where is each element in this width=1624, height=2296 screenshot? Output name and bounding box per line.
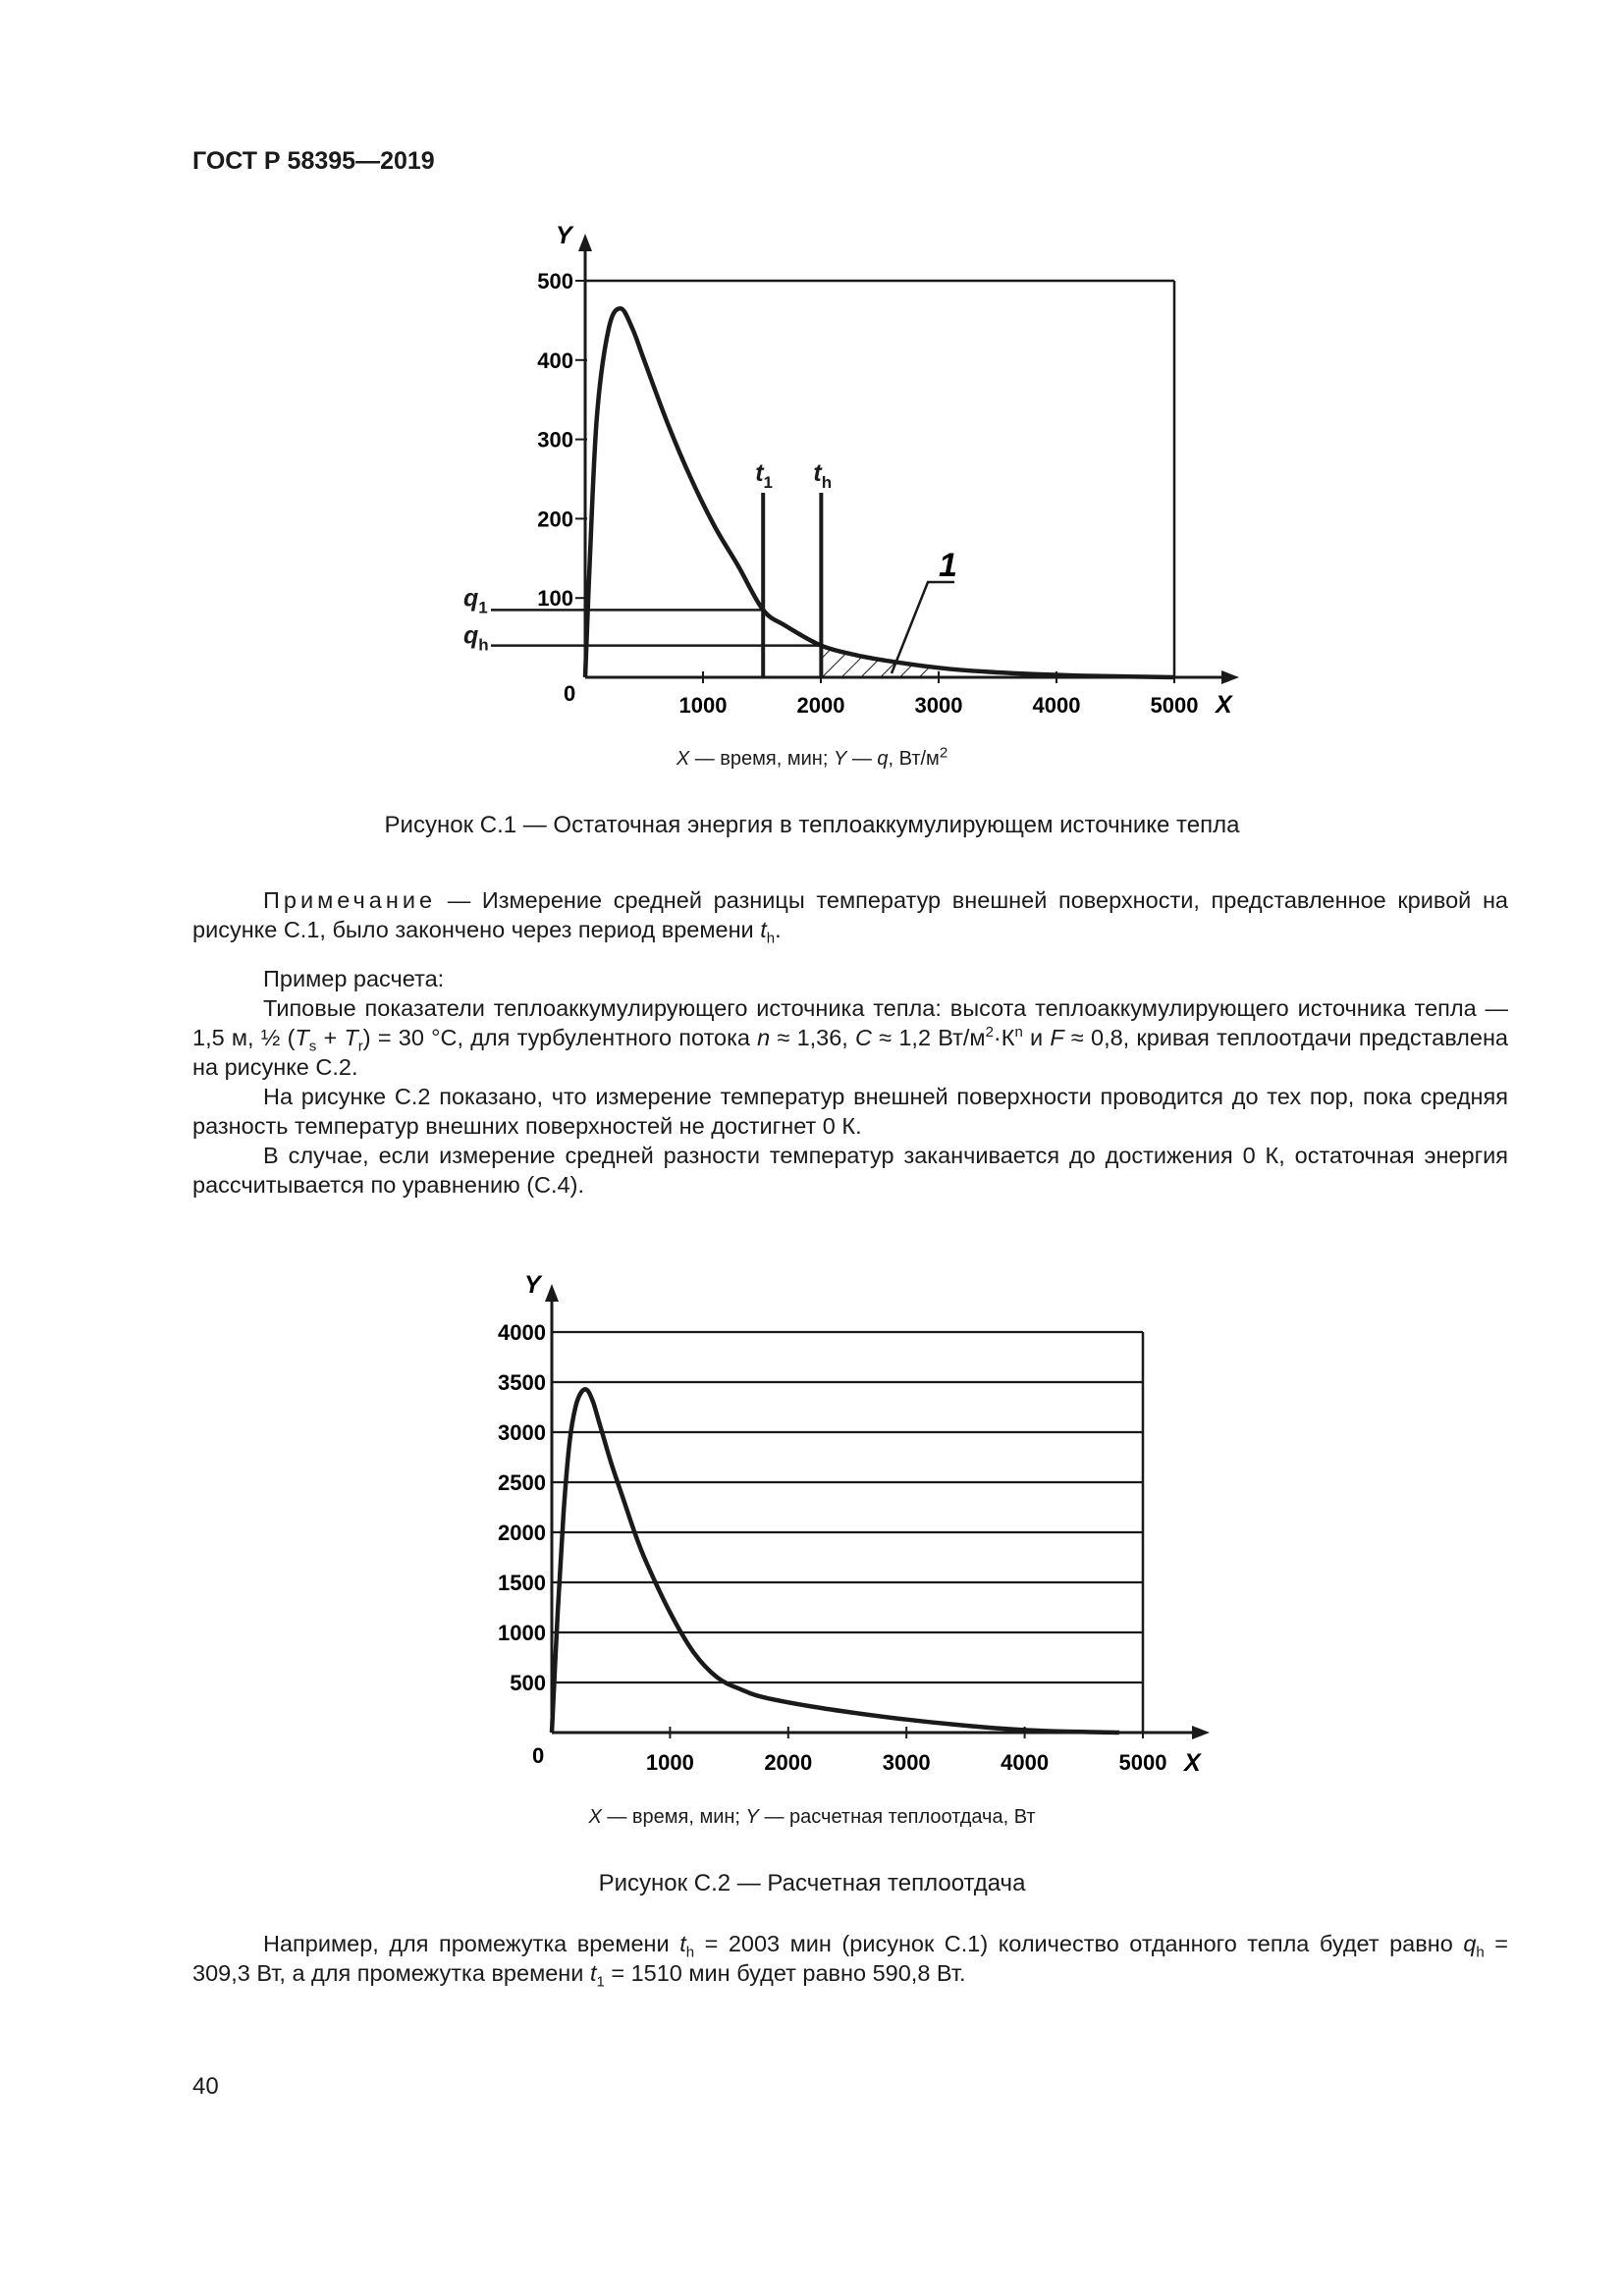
x-axis-arrow — [1192, 1726, 1210, 1739]
x-tick-label: 2000 — [796, 693, 845, 718]
x-tick-label: 4000 — [1001, 1750, 1050, 1775]
figure2-caption: Рисунок С.2 — Расчетная теплоотдача — [598, 1870, 1026, 1896]
y-axis-arrow — [578, 234, 592, 251]
figure1-legend: X — время, мин; Y — q, $Вт/м^2$ — [676, 744, 948, 770]
y-tick-label: 3000 — [498, 1420, 546, 1445]
y-tick-label: 1500 — [498, 1571, 546, 1595]
figure1-curve — [585, 308, 1174, 677]
figure1-axes — [556, 222, 1239, 719]
x-tick-label: 5000 — [1118, 1750, 1167, 1775]
origin-label: 0 — [532, 1743, 545, 1768]
y-tick-label: 2000 — [498, 1521, 546, 1545]
paragraph-3: В случае, если измерение средней разности температур заканчивается до достижения 0 К, остаточная энергия рассчитывается по уравнению (С.4). — [192, 1143, 1508, 1198]
y-tick-label: 2500 — [498, 1470, 546, 1495]
q1-label: $q_1$ — [463, 584, 488, 617]
origin-label: 0 — [564, 681, 576, 706]
x-tick-label: 5000 — [1150, 693, 1199, 718]
y-axis-label: Y — [524, 1271, 541, 1299]
qh-label: $q_h$ — [463, 621, 489, 655]
paragraph-4: Например, для промежутка времени $t_h = 2003$ мин (рисунок С.1) количество отданного тепла будет равно $q_h = 309,3$ Вт, а для промежутка времени $t_1 = 1510$ мин будет равно 590,8 Вт. — [192, 1931, 1508, 1991]
paragraph-1: Типовые показатели теплоаккумулирующего источника тепла: высота теплоаккумулирующего источника тепла — 1,5 м, ½ $(T_s + T_r) = 30$ °С, для турбулентного потока n ≈ 1,36, C ≈ 1,2 $Вт/м^2\cdot К^n$ и F ≈ 0,8, кривая теплоотдачи представлена на рисунке С.2. — [192, 995, 1508, 1080]
x-tick-label: 4000 — [1032, 693, 1081, 718]
figure2-chart — [0, 1266, 1624, 1777]
heat-curve — [585, 308, 1174, 677]
callout-leader — [892, 582, 954, 673]
x-tick-label: 3000 — [882, 1750, 931, 1775]
y-tick-label: 4000 — [498, 1320, 546, 1345]
note-paragraph: Примечание — Измерение средней разницы температур внешней поверхности, представленное кривой на рисунке С.1, было закончено через период времени $t_h$. — [192, 887, 1508, 947]
y-tick-label: 300 — [537, 427, 573, 453]
page-number: 40 — [192, 2073, 219, 2100]
th-label: $t_h$ — [813, 459, 833, 492]
x-tick-label: 1000 — [678, 693, 728, 718]
y-axis-label: Y — [556, 222, 572, 249]
t1-label: $t_1$ — [755, 459, 773, 492]
document-header: ГОСТ Р 58395—2019 — [192, 147, 435, 175]
figure2-legend: X — время, мин; Y — расчетная теплоотдача, Вт — [588, 1806, 1036, 1828]
y-tick-label: 3500 — [498, 1370, 546, 1395]
y-tick-label: 400 — [537, 347, 573, 373]
x-tick-label: 3000 — [914, 693, 963, 718]
x-axis-arrow — [1221, 670, 1239, 684]
y-tick-label: 200 — [537, 507, 573, 532]
callout-label: 1 — [939, 547, 957, 584]
paragraph-2: На рисунке С.2 показано, что измерение температур внешней поверхности проводится до тех пор, пока средняя разность температур внешних поверхностей не достигнет 0 К. — [192, 1084, 1508, 1139]
x-tick-label: 1000 — [645, 1750, 694, 1775]
y-tick-label: 100 — [537, 586, 573, 612]
y-tick-label: 500 — [510, 1671, 546, 1695]
figure1-caption: Рисунок С.1 — Остаточная энергия в теплоаккумулирующем источнике тепла — [384, 812, 1240, 838]
heat-output-curve — [552, 1389, 1119, 1733]
example-title: Пример расчета: — [263, 966, 445, 991]
y-tick-label: 1000 — [498, 1621, 546, 1645]
figure2-grid — [498, 1271, 1210, 1777]
x-axis-label: X — [1216, 691, 1232, 719]
x-tick-label: 2000 — [764, 1750, 813, 1775]
y-tick-label: 500 — [537, 269, 573, 294]
figure1-markers — [463, 459, 957, 677]
y-axis-arrow — [545, 1284, 559, 1302]
x-axis-label: X — [1184, 1749, 1201, 1777]
